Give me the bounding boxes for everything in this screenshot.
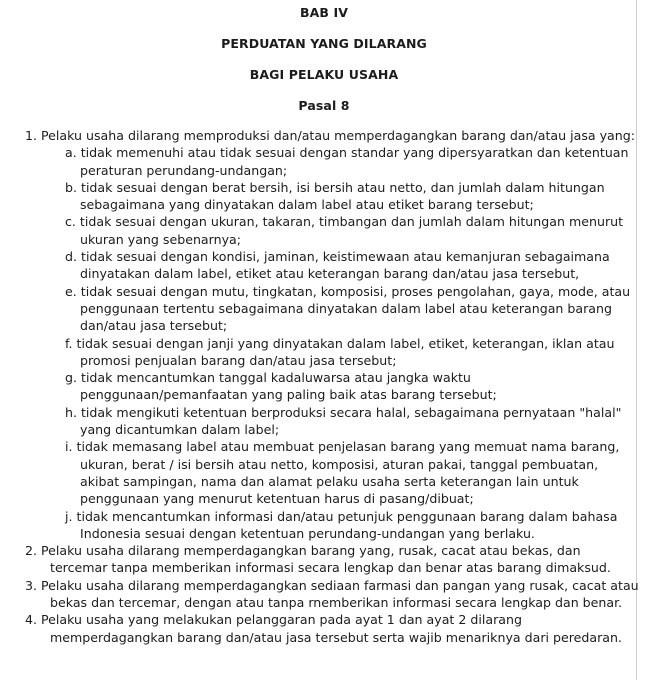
article-body: [0, 127, 640, 646]
sub-item-h: h. tidak mengikuti ketentuan berproduksi secara halal, sebagaimana pernyataan "halal" yang dicantumkan dalam label;: [65, 404, 622, 438]
sub-item-j: j. tidak mencantumkan informasi dan/atau petunjuk penggunaan barang dalam bahasa Indonesia sesuai dengan ketentuan perundang-undangan yang berlaku.: [65, 508, 618, 541]
sub-item-i: i. tidak memasang label atau membuat penjelasan barang yang memuat nama barang, ukuran, berat / isi bersih atau netto, komposisi, aturan pakai, tanggal pembuatan, akibat sampingan, nama dan alamat pelaku usaha serta keterangan lain untuk penggunaan yang menurut ketentuan harus di pasang/dibuat;: [65, 439, 620, 507]
sub-item-f: f. tidak sesuai dengan janji yang dinyatakan dalam label, etiket, keterangan, iklan atau promosi penjualan barang dan/atau jasa tersebut;: [65, 335, 615, 368]
list-item-3: 3. Pelaku usaha dilarang memperdagangkan sediaan farmasi dan pangan yang rusak, cacat atau bekas dan tercemar, dengan atau tanpa rnemberikan informasi secara lengkap dan benar.: [25, 577, 639, 611]
sub-item-d: d. tidak sesuai dengan kondisi, jaminan, keistimewaan atau kemanjuran sebagaimana dinyatakan dalam label, etiket atau keterangan barang dan/atau jasa tersebut,: [65, 249, 610, 282]
sub-item-c: c. tidak sesuai dengan ukuran, takaran, timbangan dan jumlah dalam hitungan menurut ukuran yang sebenarnya;: [65, 214, 624, 247]
article-heading: Pasal 8: [298, 98, 350, 113]
sub-item-g: g. tidak mencantumkan tanggal kadaluwarsa atau jangka waktu penggunaan/pemanfaatan yang paling baik atas barang tersebut;: [65, 370, 497, 403]
sub-item-b: b. tidak sesuai dengan berat bersih, isi bersih atau netto, dan jumlah dalam hitungan sebagaimana yang dinyatakan dalam label atau etiket barang tersebut;: [65, 179, 605, 213]
list-item-1: 1. Pelaku usaha dilarang memproduksi dan/atau memperdagangkan barang dan/atau jasa yang:: [25, 128, 635, 143]
list-item-4: 4. Pelaku usaha yang melakukan pelanggaran pada ayat 1 dan ayat 2 dilarang memperdagangkan barang dan/atau jasa tersebut serta wajib menariknya dari peredaran.: [25, 612, 622, 645]
sub-item-a: a. tidak memenuhi atau tidak sesuai dengan standar yang dipersyaratkan dan ketentuan peraturan perundang-undangan;: [65, 145, 629, 178]
chapter-subtitle: BAGI PELAKU USAHA: [249, 67, 399, 82]
chapter-heading: BAB IV: [299, 5, 348, 20]
sub-item-e: e. tidak sesuai dengan mutu, tingkatan, komposisi, proses pengolahan, gaya, mode, atau penggunaan tertentu sebagaimana dinyatakan dalam label atau keterangan barang dan/atau jasa tersebut;: [65, 283, 631, 334]
list-item-2: 2. Pelaku usaha dilarang memperdagangkan barang yang, rusak, cacat atau bekas, dan tercemar tanpa memberikan informasi secara lengkap dan benar atas barang dimaksud.: [25, 543, 611, 576]
chapter-title: PERDUATAN YANG DILARANG: [221, 36, 427, 51]
